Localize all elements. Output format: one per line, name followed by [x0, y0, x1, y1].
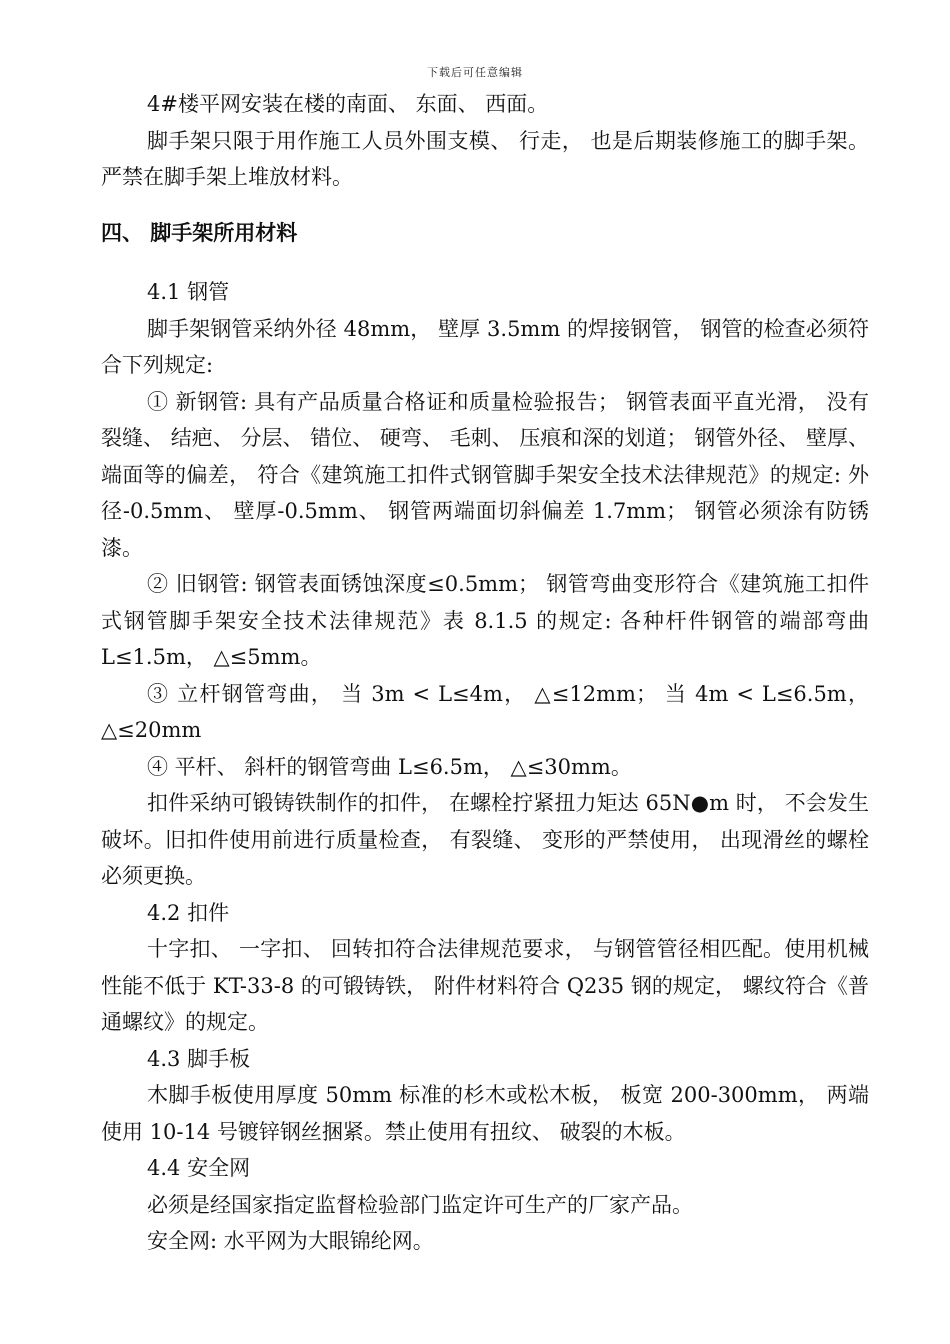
subheading-safety-net: 4.4 安全网 — [147, 1156, 251, 1180]
paragraph-scaffold-board-spec: 木脚手板使用厚度 50mm 标准的杉木或松木板， 板宽 200-300mm， 两端使用 10-14 号镀锌钢丝捆紧。禁止使用有扭纹、 破裂的木板。 — [101, 1083, 869, 1144]
paragraph-old-pipe: ② 旧钢管: 钢管表面锈蚀深度≤0.5mm； 钢管弯曲变形符合《建筑施工扣件式钢管脚手架安全技术法律规范》表 8.1.5 的规定: 各种杆件钢管的端部弯曲 L≤1.5m， △≤5mm。 — [101, 572, 869, 669]
section-heading-materials: 四、 脚手架所用材料 — [101, 220, 298, 245]
subheading-fastener: 4.2 扣件 — [147, 900, 230, 925]
paragraph-safety-net-source: 必须是经国家指定监督检验部门监定许可生产的厂家产品。 — [147, 1192, 693, 1217]
paragraph-safety-net-type: 安全网: 水平网为大眼锦纶网。 — [147, 1229, 434, 1253]
paragraph-fastener-material: 扣件采纳可锻铸铁制作的扣件， 在螺栓拧紧扭力矩达 65N●m 时， 不会发生破坏。旧扣件使用前进行质量检查， 有裂缝、 变形的严禁使用， 出现滑丝的螺栓必须更换。 — [101, 791, 869, 888]
page-header-note: 下载后可任意编辑 — [427, 66, 523, 79]
paragraph-vertical-pipe-bend: ③ 立杆钢管弯曲， 当 3m < L≤4m， △≤12mm； 当 4m < L≤6.5m， △≤20mm — [101, 681, 869, 742]
paragraph-horizontal-pipe-bend: ④ 平杆、 斜杆的钢管弯曲 L≤6.5m， △≤30mm。 — [147, 754, 632, 779]
document-body — [101, 86, 869, 1260]
paragraph-steel-pipe-spec: 脚手架钢管采纳外径 48mm， 壁厚 3.5mm 的焊接钢管， 钢管的检查必须符合下列规定: — [101, 316, 869, 377]
paragraph-scaffold-usage: 脚手架只限于用作施工人员外围支模、 行走， 也是后期装修施工的脚手架。严禁在脚手架上堆放材料。 — [101, 128, 869, 189]
subheading-steel-pipe: 4.1 钢管 — [147, 280, 230, 304]
subheading-scaffold-board: 4.3 脚手板 — [147, 1046, 251, 1071]
paragraph-new-pipe: ① 新钢管: 具有产品质量合格证和质量检验报告； 钢管表面平直光滑， 没有裂缝、 结疤、 分层、 错位、 硬弯、 毛刺、 压痕和深的划道； 钢管外径、 壁厚、 端面等的偏差， 符合《建筑施工扣件式钢管脚手架安全技术法律规范》的规定: 外径-0.5mm、 壁厚-0.5mm、 钢管两端面切斜偏差 1.7mm； 钢管必须涂有防锈漆。 — [101, 389, 869, 560]
paragraph-fastener-spec: 十字扣、 一字扣、 回转扣符合法律规范要求， 与钢管管径相匹配。使用机械性能不低于 KT-33-8 的可锻铸铁， 附件材料符合 Q235 钢的规定， 螺纹符合《普通螺纹》的规定。 — [101, 937, 869, 1034]
paragraph-floor4-net: 4#楼平网安装在楼的南面、 东面、 西面。 — [147, 92, 549, 116]
